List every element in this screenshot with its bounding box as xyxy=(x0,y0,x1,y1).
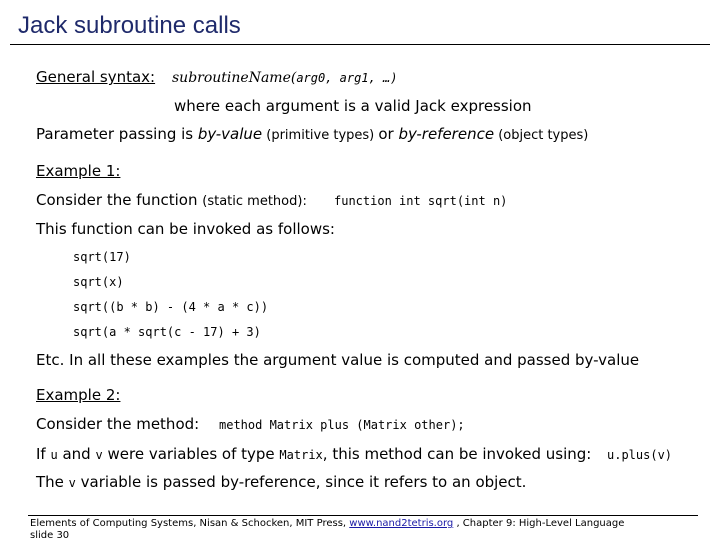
syntax-signature xyxy=(172,69,397,87)
by-value-term: by-value xyxy=(197,125,263,143)
title-divider xyxy=(10,44,710,45)
footer-chapter: , Chapter 9: High-Level Language xyxy=(453,518,625,529)
invoke-rest-text: , this method can be invoked using: xyxy=(322,445,592,463)
plus-method-declaration-code: method Matrix plus (Matrix other); xyxy=(219,418,465,432)
passed-by-reference-text: variable is passed by-reference, since it refers to an object. xyxy=(75,473,527,491)
code-call-3: sqrt((b * b) - (4 * a * c)) xyxy=(73,300,269,314)
example2-consider: Consider the method: xyxy=(36,415,200,433)
signature-args: arg0, arg1, …) xyxy=(296,71,398,85)
param-lead: Parameter passing is xyxy=(36,125,198,143)
example1-etc-text: Etc. In all these examples the argument value is computed and passed by-value xyxy=(36,351,640,369)
syntax-note: where each argument is a valid Jack expression xyxy=(174,97,532,115)
var-v: v xyxy=(95,448,103,462)
static-method-note: (static method): xyxy=(202,194,307,209)
example2-invoke-line xyxy=(36,445,591,463)
consider-function-text: Consider the function xyxy=(36,191,203,209)
code-call-2: sqrt(x) xyxy=(73,275,124,289)
footer-link[interactable]: www.nand2tetris.org xyxy=(349,518,454,529)
example2-reference-line xyxy=(36,473,526,491)
code-call-1: sqrt(17) xyxy=(73,250,131,264)
slide-number: slide 30 xyxy=(30,530,70,541)
by-reference-term: by-reference xyxy=(398,125,495,143)
example2-label: Example 2: xyxy=(36,386,121,404)
object-types-note: (object types) xyxy=(494,128,589,143)
param-passing-line xyxy=(36,125,588,143)
example1-label: Example 1: xyxy=(36,162,121,180)
signature-name: subroutineName( xyxy=(172,70,297,86)
footer xyxy=(30,518,624,542)
and-text: and xyxy=(57,445,96,463)
if-text: If xyxy=(36,445,51,463)
code-call-4: sqrt(a * sqrt(c - 17) + 3) xyxy=(73,325,261,339)
plus-call-code: u.plus(v) xyxy=(607,448,673,462)
the-text: The xyxy=(36,473,69,491)
var-u: u xyxy=(50,448,58,462)
param-or: or xyxy=(378,125,399,143)
slide-title: Jack subroutine calls xyxy=(18,12,241,39)
syntax-label: General syntax: xyxy=(36,68,156,86)
type-matrix: Matrix xyxy=(279,448,323,462)
footer-citation: Elements of Computing Systems, Nisan & Schocken, MIT Press, xyxy=(30,518,350,529)
primitive-types-note: (primitive types) xyxy=(262,128,379,143)
footer-line-1 xyxy=(30,518,624,530)
were-text: were variables of type xyxy=(102,445,280,463)
footer-divider xyxy=(28,515,698,516)
example1-invoke-text: This function can be invoked as follows: xyxy=(36,220,335,238)
example1-consider xyxy=(36,191,307,209)
var-v-2: v xyxy=(68,476,76,490)
sqrt-declaration-code: function int sqrt(int n) xyxy=(334,194,508,208)
